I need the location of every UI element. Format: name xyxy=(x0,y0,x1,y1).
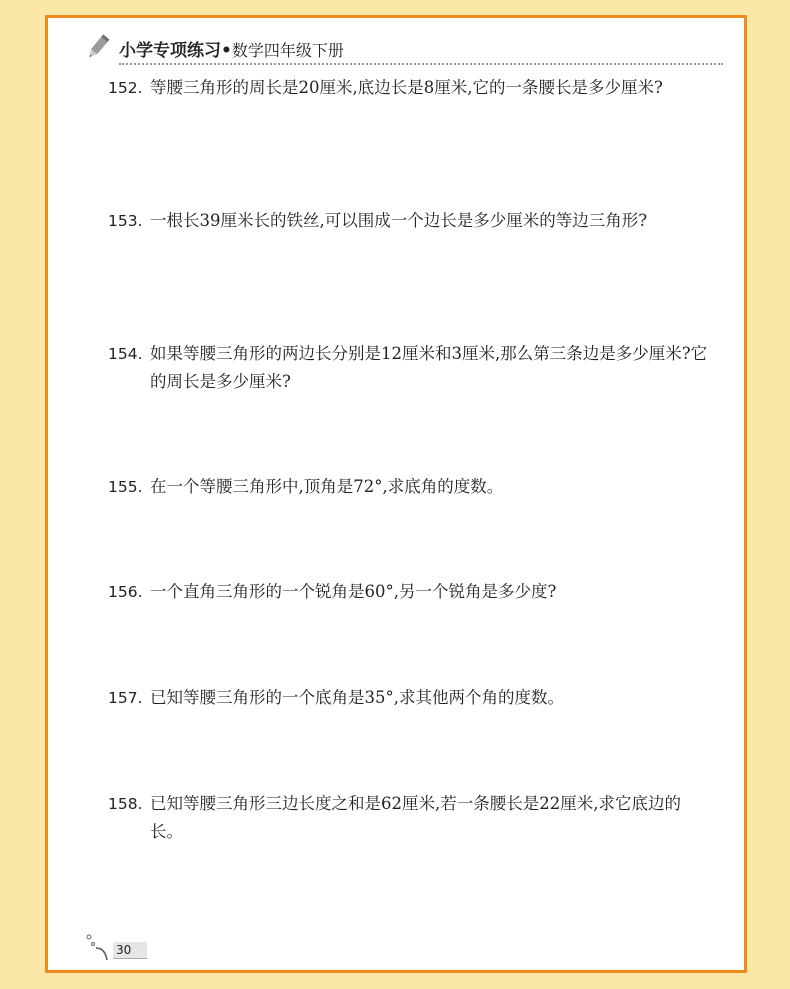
question-153 xyxy=(108,207,708,235)
book-title-sub: 数学四年级下册 xyxy=(231,41,344,60)
question-number: 152. xyxy=(108,79,143,97)
question-158 xyxy=(108,790,708,846)
question-number: 154. xyxy=(108,345,143,363)
header-divider xyxy=(119,63,723,65)
question-156 xyxy=(108,578,708,606)
question-number: 155. xyxy=(108,478,143,496)
question-154 xyxy=(108,340,708,396)
question-155 xyxy=(108,473,708,501)
page-footer xyxy=(83,932,203,962)
swirl-decoration-icon xyxy=(83,932,113,962)
page-header xyxy=(83,32,723,66)
page-number: 30 xyxy=(113,942,147,959)
question-157 xyxy=(108,684,708,712)
question-text: 如果等腰三角形的两边长分别是12厘米和3厘米,那么第三条边是多少厘米?它的周长是多少厘米? xyxy=(150,344,708,391)
question-number: 156. xyxy=(108,583,143,601)
question-text: 已知等腰三角形三边长度之和是62厘米,若一条腰长是22厘米,求它底边的长。 xyxy=(150,794,681,841)
question-text: 一根长39厘米长的铁丝,可以围成一个边长是多少厘米的等边三角形? xyxy=(150,211,648,230)
question-number: 157. xyxy=(108,689,143,707)
book-title-main: 小学专项练习 xyxy=(119,41,221,61)
book-title xyxy=(119,36,344,61)
question-number: 153. xyxy=(108,212,143,230)
question-text: 等腰三角形的周长是20厘米,底边长是8厘米,它的一条腰长是多少厘米? xyxy=(150,78,663,97)
question-text: 一个直角三角形的一个锐角是60°,另一个锐角是多少度? xyxy=(150,582,557,601)
question-152 xyxy=(108,74,708,102)
question-text: 在一个等腰三角形中,顶角是72°,求底角的度数。 xyxy=(150,477,504,496)
question-text: 已知等腰三角形的一个底角是35°,求其他两个角的度数。 xyxy=(150,688,564,707)
question-number: 158. xyxy=(108,795,143,813)
title-separator: • xyxy=(221,41,232,61)
pencil-icon xyxy=(83,32,113,62)
worksheet-page xyxy=(45,15,747,973)
